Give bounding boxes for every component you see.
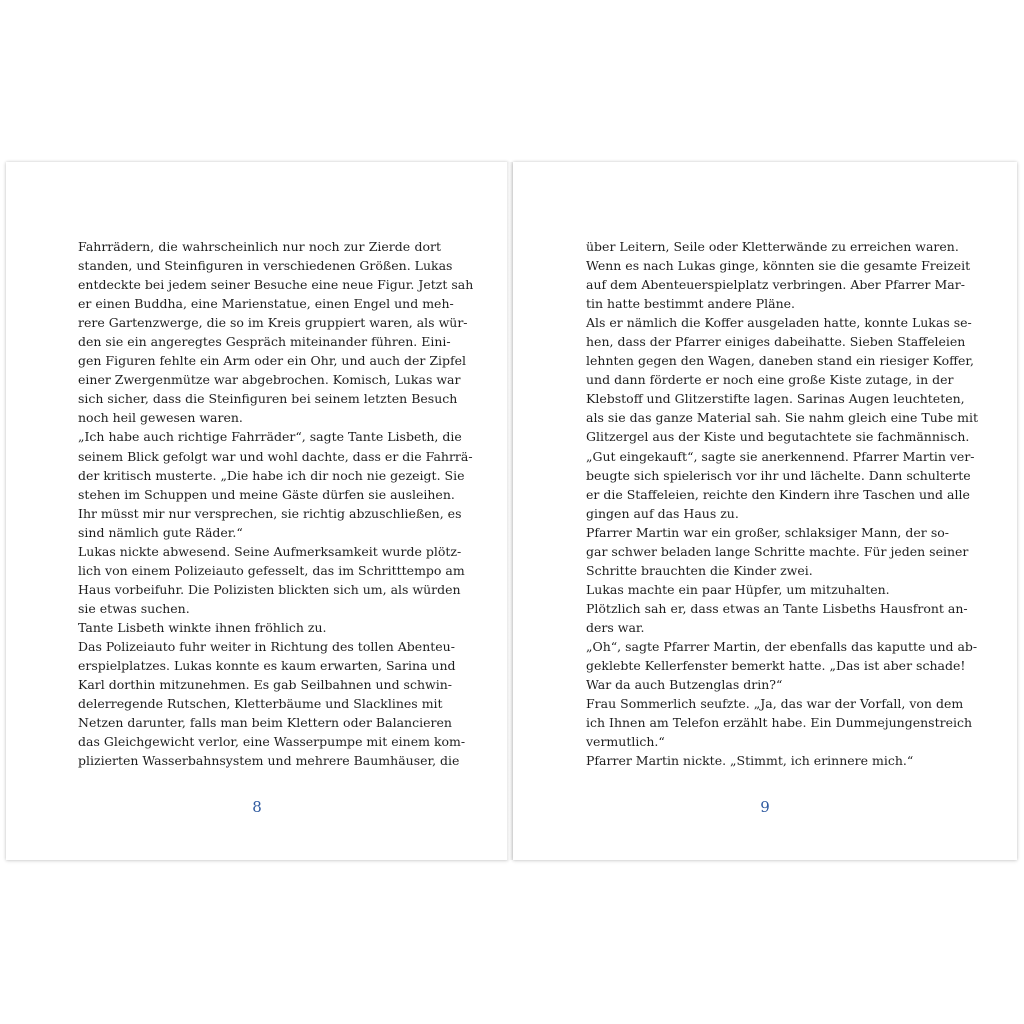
text-line: rere Gartenzwerge, die so im Kreis gruppiert waren, als wür-	[78, 315, 468, 331]
text-line: delerregende Rutschen, Kletterbäume und Slacklines mit	[78, 696, 443, 712]
text-line: Tante Lisbeth winkte ihnen fröhlich zu.	[78, 619, 327, 635]
text-line: Pfarrer Martin nickte. „Stimmt, ich erinnere mich.“	[586, 753, 914, 769]
text-line: der kritisch musterte. „Die habe ich dir noch nie gezeigt. Sie	[78, 467, 465, 483]
text-line: Ihr müsst mir nur versprechen, sie richtig abzuschließen, es	[78, 505, 462, 521]
left-page	[6, 162, 508, 860]
text-line: ich Ihnen am Telefon erzählt habe. Ein Dummejungenstreich	[586, 715, 973, 731]
text-line: Netzen darunter, falls man beim Klettern oder Balancieren	[78, 715, 452, 731]
text-line: Haus vorbeifuhr. Die Polizisten blickten sich um, als würden	[78, 581, 461, 597]
text-line: Das Polizeiauto fuhr weiter in Richtung des tollen Abenteu-	[78, 638, 455, 654]
right-page	[513, 162, 1017, 860]
text-line: den sie ein angeregtes Gespräch miteinander führen. Eini-	[78, 334, 451, 350]
text-line: sich sicher, dass die Steinfiguren bei seinem letzten Besuch	[78, 391, 458, 407]
text-line: Fahrrädern, die wahrscheinlich nur noch zur Zierde dort	[78, 239, 441, 254]
text-line: geklebte Kellerfenster bemerkt hatte. „Das ist aber schade!	[586, 658, 966, 674]
text-line: beugte sich spielerisch vor ihr und lächelte. Dann schulterte	[586, 467, 971, 483]
text-line: er einen Buddha, eine Marienstatue, einen Engel und meh-	[78, 296, 454, 312]
page-number-8: 8	[252, 798, 262, 816]
text-line: das Gleichgewicht verlor, eine Wasserpumpe mit einem kom-	[78, 734, 466, 750]
text-line: ders war.	[586, 619, 645, 635]
text-line: und dann förderte er noch eine große Kiste zutage, in der	[586, 372, 954, 388]
text-line: gar schwer beladen lange Schritte machte. Für jeden seiner	[586, 543, 969, 559]
text-line: lich von einem Polizeiauto gefesselt, das im Schritttempo am	[78, 562, 465, 578]
text-line: War da auch Butzenglas drin?“	[586, 677, 783, 693]
left-page-text	[78, 237, 474, 770]
text-line: Schritte brauchten die Kinder zwei.	[586, 562, 813, 578]
text-line: Als er nämlich die Koffer ausgeladen hatte, konnte Lukas se-	[586, 315, 972, 331]
text-line: gingen auf das Haus zu.	[586, 505, 739, 521]
text-line: lehnten gegen den Wagen, daneben stand ein riesiger Koffer,	[586, 353, 974, 369]
text-line: er die Staffeleien, reichte den Kindern ihre Taschen und alle	[586, 486, 970, 502]
text-line: noch heil gewesen waren.	[78, 410, 243, 426]
text-line: tin hatte bestimmt andere Pläne.	[586, 296, 796, 312]
text-line: entdeckte bei jedem seiner Besuche eine neue Figur. Jetzt sah	[78, 277, 474, 293]
text-line: „Ich habe auch richtige Fahrräder“, sagte Tante Lisbeth, die	[78, 429, 462, 445]
text-line: Lukas machte ein paar Hüpfer, um mitzuhalten.	[586, 581, 890, 597]
text-line: erspielplatzes. Lukas konnte es kaum erwarten, Sarina und	[78, 658, 456, 674]
text-line: Wenn es nach Lukas ginge, könnten sie die gesamte Freizeit	[586, 258, 971, 274]
text-line: Lukas nickte abwesend. Seine Aufmerksamkeit wurde plötz-	[78, 543, 462, 559]
text-line: über Leitern, Seile oder Kletterwände zu erreichen waren.	[586, 239, 959, 254]
text-line: stehen im Schuppen und meine Gäste dürfen sie ausleihen.	[78, 486, 455, 502]
text-line: als sie das ganze Material sah. Sie nahm gleich eine Tube mit	[586, 410, 979, 426]
text-line: sind nämlich gute Räder.“	[78, 524, 243, 540]
text-line: standen, und Steinfiguren in verschiedenen Größen. Lukas	[78, 258, 453, 274]
text-line: Glitzergel aus der Kiste und begutachtete sie fachmännisch.	[586, 429, 970, 445]
text-line: „Oh“, sagte Pfarrer Martin, der ebenfalls das kaputte und ab-	[586, 638, 978, 654]
text-line: gen Figuren fehlte ein Arm oder ein Ohr, und auch der Zipfel	[78, 353, 467, 369]
text-line: plizierten Wasserbahnsystem und mehrere Baumhäuser, die	[78, 753, 460, 769]
text-line: sie etwas suchen.	[78, 600, 190, 616]
text-line: seinem Blick gefolgt war und wohl dachte, dass er die Fahrrä-	[78, 448, 473, 464]
text-line: einer Zwergenmütze war abgebrochen. Komisch, Lukas war	[78, 372, 461, 388]
text-line: Frau Sommerlich seufzte. „Ja, das war der Vorfall, von dem	[586, 696, 964, 712]
text-line: hen, dass der Pfarrer einiges dabeihatte. Sieben Staffeleien	[586, 334, 966, 350]
text-line: Pfarrer Martin war ein großer, schlaksiger Mann, der so-	[586, 524, 949, 540]
text-line: auf dem Abenteuerspielplatz verbringen. Aber Pfarrer Mar-	[586, 277, 965, 293]
right-page-number	[513, 798, 1017, 816]
text-line: Plötzlich sah er, dass etwas an Tante Lisbeths Hausfront an-	[586, 600, 968, 616]
text-line: „Gut eingekauft“, sagte sie anerkennend. Pfarrer Martin ver-	[586, 448, 975, 464]
left-page-number	[6, 798, 508, 816]
text-line: vermutlich.“	[586, 734, 665, 750]
right-page-text	[586, 237, 979, 770]
text-line: Klebstoff und Glitzerstifte lagen. Sarinas Augen leuchteten,	[586, 391, 965, 407]
text-line: Karl dorthin mitzunehmen. Es gab Seilbahnen und schwin-	[78, 677, 452, 693]
page-number-9: 9	[760, 798, 770, 816]
